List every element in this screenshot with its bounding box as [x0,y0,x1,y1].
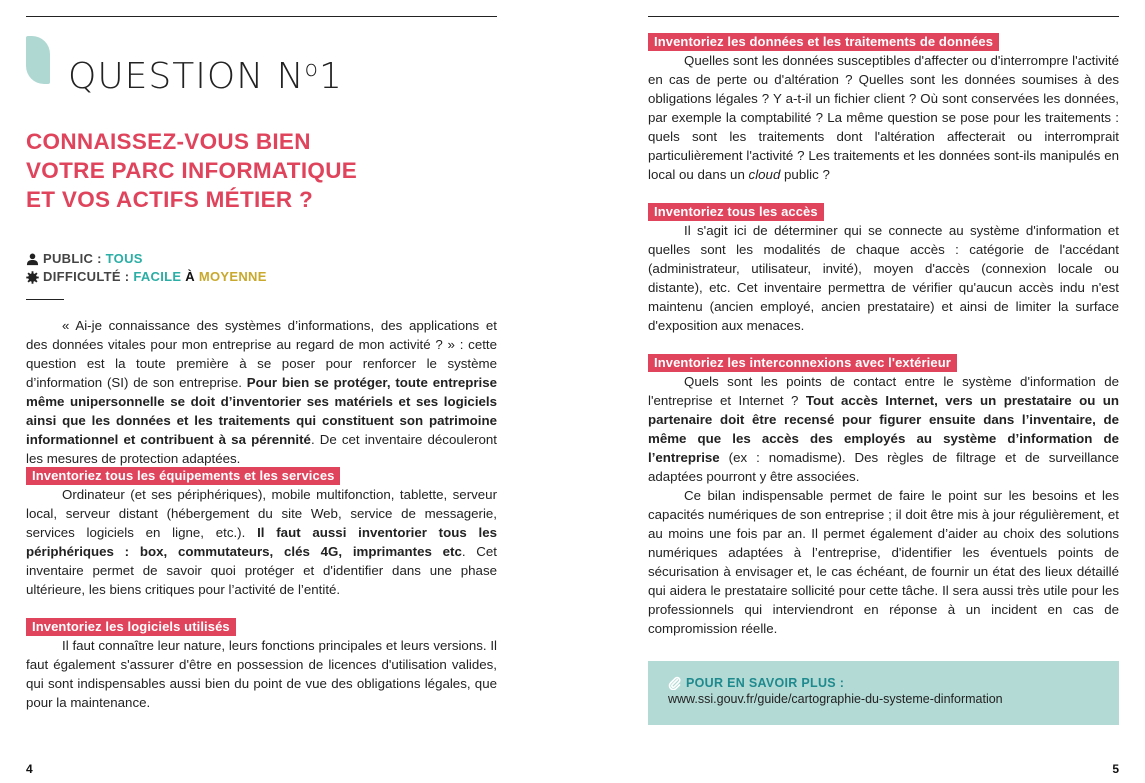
leaf-decoration-icon [26,36,50,84]
section-title: Inventoriez tous les équipements et les services [26,467,340,485]
section-bold: Tout accès Internet, vers un prestataire ou un partenaire doit être recensé pour figurer ensuite dans l’inventaire, de même que les accès des employés au système d’information de l’entreprise [648,393,1119,465]
top-rule [648,16,1119,17]
person-icon [26,253,39,266]
section-title: Inventoriez les données et les traitements de données [648,33,999,51]
section-text: Quelles sont les données susceptibles d'affecter ou d'interrompre l'activité en cas de perte ou d'altération ? Quelles sont les données soumises à des obligations légales ? Y a-t-il un fichier client ? Où sont conservées les données, par exemple la comptabilité ? La même question se pose pour les traitements : quels sont les traitements dont l'altération affecterait ou interromprait particulièrement l'activité ? Les traitements et les données sont-ils manipulés en local ou dans un [648,53,1119,182]
section-text: Quels sont les points de contact entre le système d'information de l'entreprise et Internet ? [648,374,1119,408]
intro-paragraph [26,316,497,468]
section-title: Inventoriez les interconnexions avec l'extérieur [648,354,957,372]
intro-text: « Ai-je connaissance des systèmes d’informations, des applications et des données vitales pour mon entreprise au regard de mon activité ? » : cette question est la toute première à se poser pour renforcer le système d’information (SI) de son entreprise. [26,318,497,390]
difficulty-label: DIFFICULTÉ : [43,269,134,284]
intro-bold: Pour bien se protéger, toute entreprise même unipersonnelle se doit d’inventorier ses matériels et ses logiciels ainsi que les données et les traitements qui constituent son patrimoine informationnel et contribuent à sa pérennité [26,375,497,447]
short-divider [26,299,64,300]
info-box [648,661,1119,725]
top-rule [26,16,497,17]
difficulty-to: MOYENNE [198,269,267,284]
intro-text-end: . De cet inventaire découleront les mesures de protection adaptées. [26,432,497,466]
gear-icon [26,271,39,284]
section-interconnexions [648,353,1119,486]
public-value: TOUS [105,251,143,266]
section-text: Il s'agit ici de déterminer qui se connecte au système d'information et quelles sont les modalités de chaque accès : catégorie de l'accédant (administrateur, utilisateur, invité), moyen d'accès (connexion locale ou distante), etc. Cet inventaire permettra de vérifier qu'aucun accès indu n'est maintenu (ancien employé, ancien prestataire) et ainsi de limiter la surface d'exposition aux menaces. [648,223,1119,333]
difficulty-sep: À [181,269,199,284]
question-label: QUESTION N [68,56,305,97]
section-italic: cloud [748,167,781,182]
meta-info [26,250,267,286]
section-text-end: public ? [780,167,830,182]
page-number: 4 [26,762,33,776]
page-number: 5 [1112,762,1119,776]
heading-line: ET VOS ACTIFS MÉTIER ? [26,187,314,212]
section-text-end: (ex : nomadisme). Des règles de filtrage et de surveillance adaptées pourront y être associées. [648,450,1119,484]
info-title: POUR EN SAVOIR PLUS : [686,676,845,690]
section-donnees [648,32,1119,184]
public-label: PUBLIC : [43,251,106,266]
left-page [26,0,497,783]
section-text: Il faut connaître leur nature, leurs fonctions principales et leurs versions. Il faut également s'assurer d'être en possession de licences d'utilisation valides, qui sont indispensables aussi bien du point de vue des obligations légales, que pour la maintenance. [26,638,497,710]
difficulty-from: FACILE [133,269,182,284]
section-equipements [26,466,497,599]
section-title: Inventoriez tous les accès [648,203,824,221]
question-sup: o [304,57,319,82]
conclusion-text: Ce bilan indispensable permet de faire le point sur les besoins et les capacités numériques de son entreprise ; il doit être mis à jour régulièrement, et au moins une fois par an. Il permet également d’aider au choix des solutions numériques adaptées à l’entreprise, d'identifier les éventuels points de sécurisation à envisager et, le cas échéant, de fournir un état des lieux détaillé qui aidera le prestataire sollicité pour cette tâche. Il sera aussi très utile pour les professionnels qui interviendront en réponse à un incident en cas de compromission réelle. [648,488,1119,636]
conclusion-paragraph [648,486,1119,638]
public-row [26,250,267,268]
heading-line: CONNAISSEZ-VOUS BIEN [26,129,311,154]
question-number: 1 [319,56,343,97]
section-logiciels [26,617,497,712]
difficulty-row [26,268,267,286]
section-text-end: . Cet inventaire permet de savoir quoi protéger et d'identifier dans une phase ultérieure, les biens critiques pour l’activité de l’entité. [26,544,497,597]
paperclip-icon [668,676,682,690]
section-bold: Il faut aussi inventorier tous les périphériques : box, commutateurs, clés 4G, imprimantes etc [26,525,497,559]
info-link[interactable]: www.ssi.gouv.fr/guide/cartographie-du-systeme-dinformation [668,692,1003,706]
section-text: Ordinateur (et ses périphériques), mobile multifonction, tablette, serveur local, serveur distant (hébergement du site Web, service de messagerie, services logiciels en ligne, etc.). [26,487,497,540]
main-heading [26,127,446,214]
info-title-row [668,675,1099,691]
section-title: Inventoriez les logiciels utilisés [26,618,236,636]
question-title [68,48,343,99]
section-acces [648,202,1119,335]
right-page [648,0,1119,783]
heading-line: VOTRE PARC INFORMATIQUE [26,158,358,183]
